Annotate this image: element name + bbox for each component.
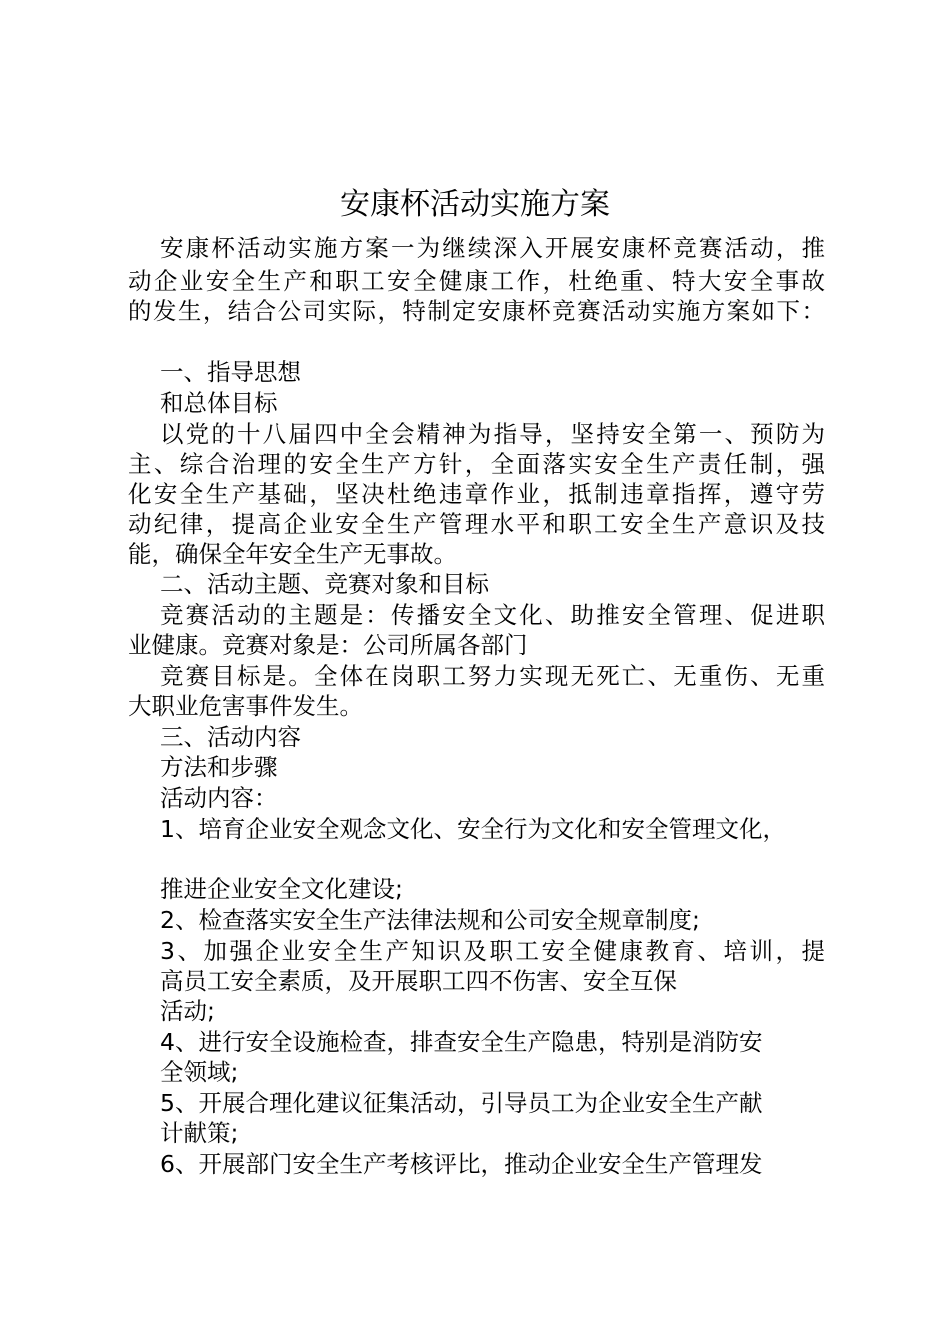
body-line: 以党的十八届四中全会精神为指导，坚持安全第一、预防为 [160, 420, 825, 448]
list-item: 4、进行安全设施检查，排查安全生产隐患，特别是消防安 [160, 1028, 763, 1056]
list-item: 3、加强企业安全生产知识及职工安全健康教育、培训，提 [160, 937, 825, 965]
body-line: 主、综合治理的安全生产方针，全面落实安全生产责任制，强 [128, 450, 825, 478]
body-line: 竞赛目标是。全体在岗职工努力实现无死亡、无重伤、无重 [160, 662, 825, 690]
body-line: 动纪律，提高企业安全生产管理水平和职工安全生产意识及技 [128, 510, 825, 538]
section-heading: 三、活动内容 [160, 723, 301, 751]
section-heading: 和总体目标 [160, 389, 278, 417]
section-heading: 方法和步骤 [160, 753, 278, 781]
body-line: 动企业安全生产和职工安全健康工作，杜绝重、特大安全事故 [128, 267, 825, 295]
body-line: 竞赛活动的主题是：传播安全文化、助推安全管理、促进职 [160, 601, 825, 629]
list-item: 活动; [160, 997, 215, 1025]
section-heading: 一、指导思想 [160, 358, 301, 386]
list-item: 5、开展合理化建议征集活动，引导员工为企业安全生产献 [160, 1089, 763, 1117]
body-line: 的发生，结合公司实际，特制定安康杯竞赛活动实施方案如下： [128, 297, 825, 325]
list-item: 高员工安全素质，及开展职工四不伤害、安全互保 [160, 967, 677, 995]
section-heading: 二、活动主题、竞赛对象和目标 [160, 570, 489, 598]
list-item: 计献策; [160, 1119, 239, 1147]
body-line: 大职业危害事件发生。 [128, 692, 363, 720]
list-item: 1、培育企业安全观念文化、安全行为文化和安全管理文化， [160, 815, 786, 843]
list-item: 2、检查落实安全生产法律法规和公司安全规章制度; [160, 906, 700, 934]
list-item: 全领域; [160, 1058, 239, 1086]
body-line: 化安全生产基础，坚决杜绝违章作业，抵制违章指挥，遵守劳 [128, 480, 825, 508]
body-line: 活动内容： [160, 784, 278, 812]
list-item: 6、开展部门安全生产考核评比，推动企业安全生产管理发 [160, 1150, 763, 1178]
body-line: 安康杯活动实施方案一为继续深入开展安康杯竞赛活动，推 [160, 234, 825, 262]
body-line: 业健康。竞赛对象是：公司所属各部门 [128, 631, 528, 659]
document-title: 安康杯活动实施方案 [340, 187, 610, 222]
body-line: 能，确保全年安全生产无事故。 [128, 540, 457, 568]
list-item: 推进企业安全文化建设; [160, 875, 403, 903]
